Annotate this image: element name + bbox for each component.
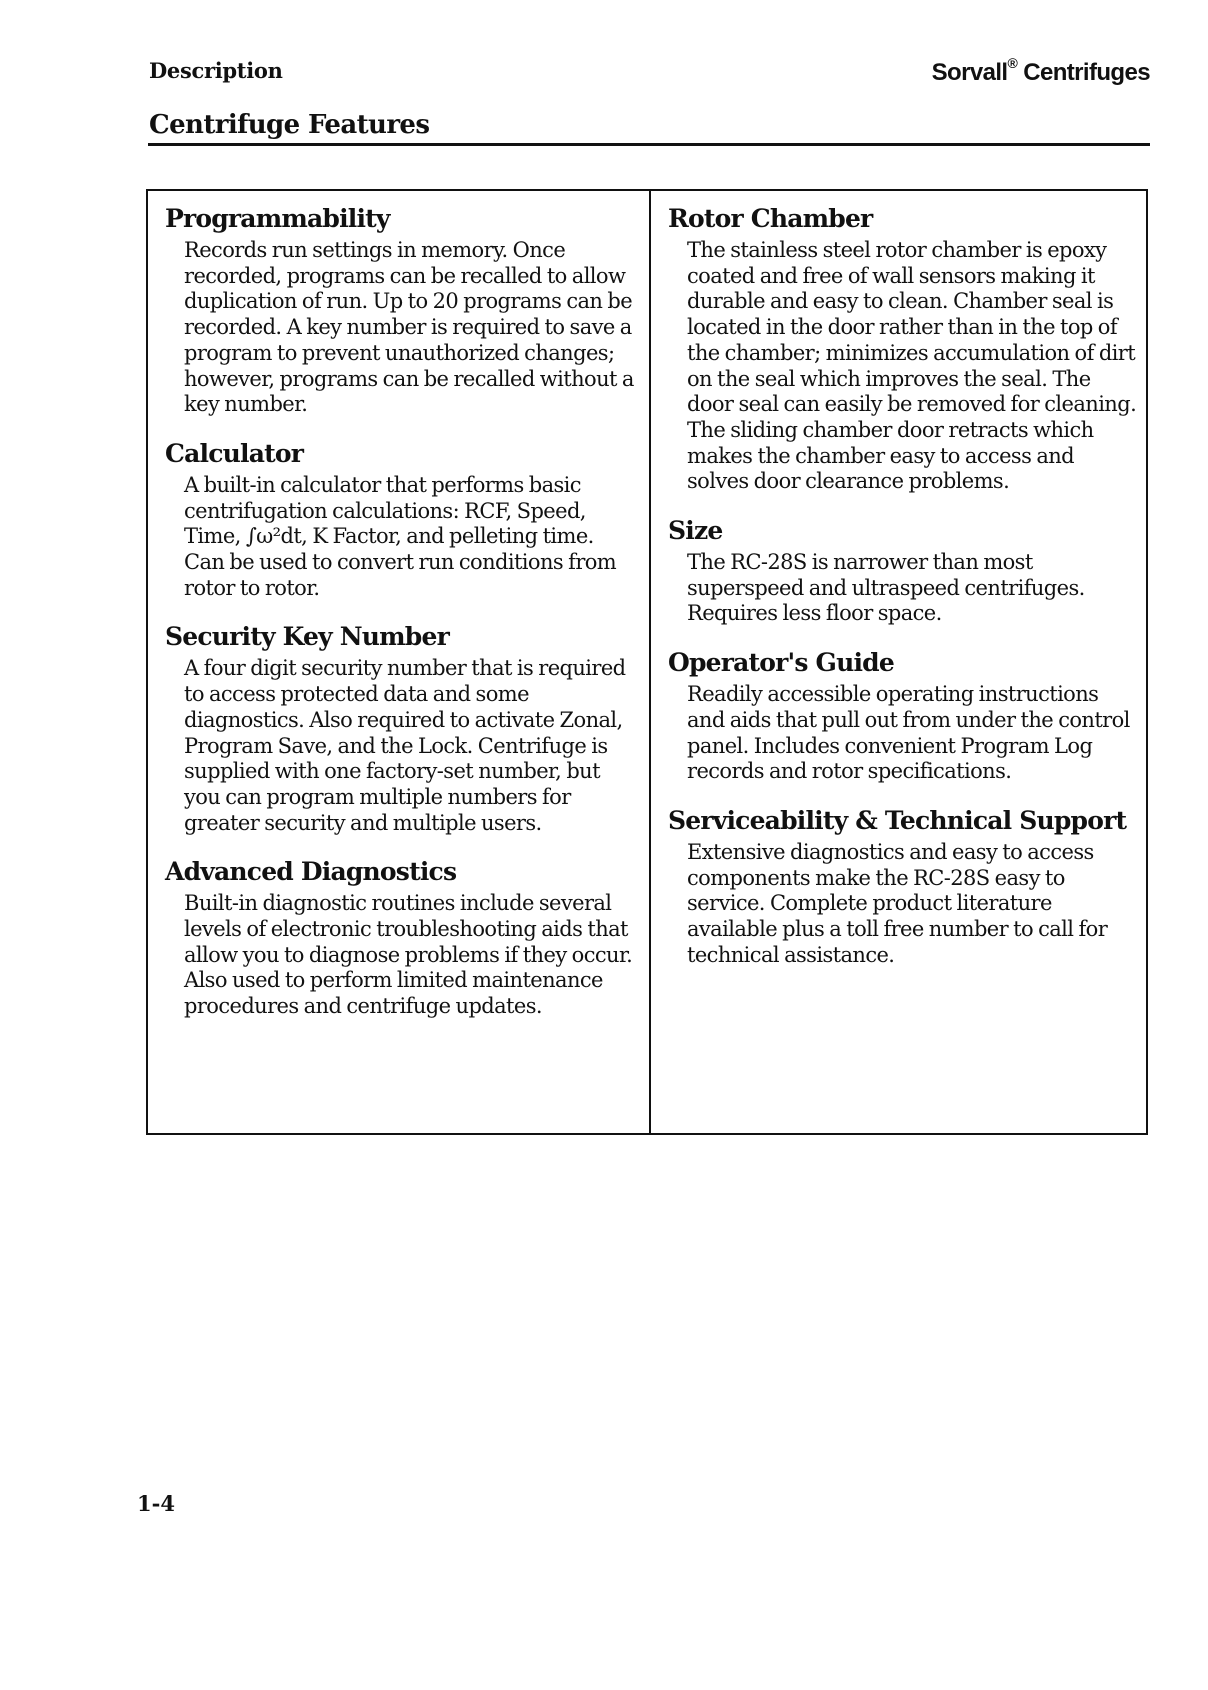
feature-calculator [165, 439, 635, 602]
feature-heading: Serviceability & Technical Support [668, 805, 1127, 835]
feature-description: Extensive diagnostics and easy to access components make the RC-28S easy to service. Complete product literature available plus a toll free number to call for technical assistance. [687, 839, 1108, 967]
feature-programmability [165, 204, 635, 418]
feature-heading: Operator's Guide [668, 648, 894, 678]
feature-description: Records run settings in memory. Once recorded, programs can be recalled to allow duplication of run. Up to 20 programs can be recorded. A key number is required to save a program to prevent unauthorized changes; however, programs can be recalled without a key number. [184, 238, 634, 417]
page-number: 1-4 [137, 1491, 175, 1516]
features-right-column [668, 204, 1138, 989]
feature-operators-guide [668, 648, 1138, 785]
feature-description: The stainless steel rotor chamber is epoxy coated and free of wall sensors making it durable and easy to clean. Chamber seal is located in the door rather than in the top of the chamber; minimizes accumulation of dirt on the seal which improves the seal. The door seal can easily be removed for cleaning. The sliding chamber door retracts which makes the chamber easy to access and solves door clearance problems. [687, 238, 1137, 494]
feature-description: Built-in diagnostic routines include several levels of electronic troubleshooting aids that allow you to diagnose problems if they occur. Also used to perform limited maintenance procedures and centrifuge updates. [184, 891, 633, 1019]
feature-heading: Rotor Chamber [668, 204, 873, 233]
feature-security-key-number [165, 622, 635, 836]
feature-description: Readily accessible operating instructions and aids that pull out from under the control panel. Includes convenient Program Log records and rotor specifications. [687, 682, 1130, 784]
feature-size [668, 516, 1138, 627]
feature-description: A four digit security number that is required to access protected data and some diagnostics. Also required to activate Zonal, Program Save, and the Lock. Centrifuge is supplied with one factory-set number, but you can program multiple numbers for greater security and multiple users. [184, 656, 626, 835]
feature-serviceability [668, 806, 1138, 969]
features-left-column [165, 204, 635, 1041]
feature-rotor-chamber [668, 204, 1138, 495]
feature-heading: Advanced Diagnostics [165, 857, 457, 887]
header-divider [148, 143, 1150, 146]
brand-name: Sorvall [931, 59, 1008, 86]
running-header-section: Description [149, 58, 283, 83]
feature-heading: Size [668, 516, 723, 546]
page-title: Centrifuge Features [149, 110, 430, 140]
feature-heading: Programmability [165, 204, 390, 233]
registered-mark: ® [1007, 55, 1018, 71]
feature-heading: Security Key Number [165, 622, 449, 652]
feature-description: A built-in calculator that performs basic centrifugation calculations: RCF, Speed, Time, ∫ω²dt, K Factor, and pelleting time. Can be used to convert run conditions from rotor to rotor. [184, 472, 617, 600]
product-name: Centrifuges [1017, 59, 1150, 86]
column-divider [649, 189, 651, 1135]
feature-heading: Calculator [165, 438, 304, 468]
running-header-title [931, 55, 1150, 87]
feature-advanced-diagnostics [165, 857, 635, 1020]
feature-description: The RC-28S is narrower than most superspeed and ultraspeed centrifuges. Requires less floor space. [687, 550, 1085, 626]
